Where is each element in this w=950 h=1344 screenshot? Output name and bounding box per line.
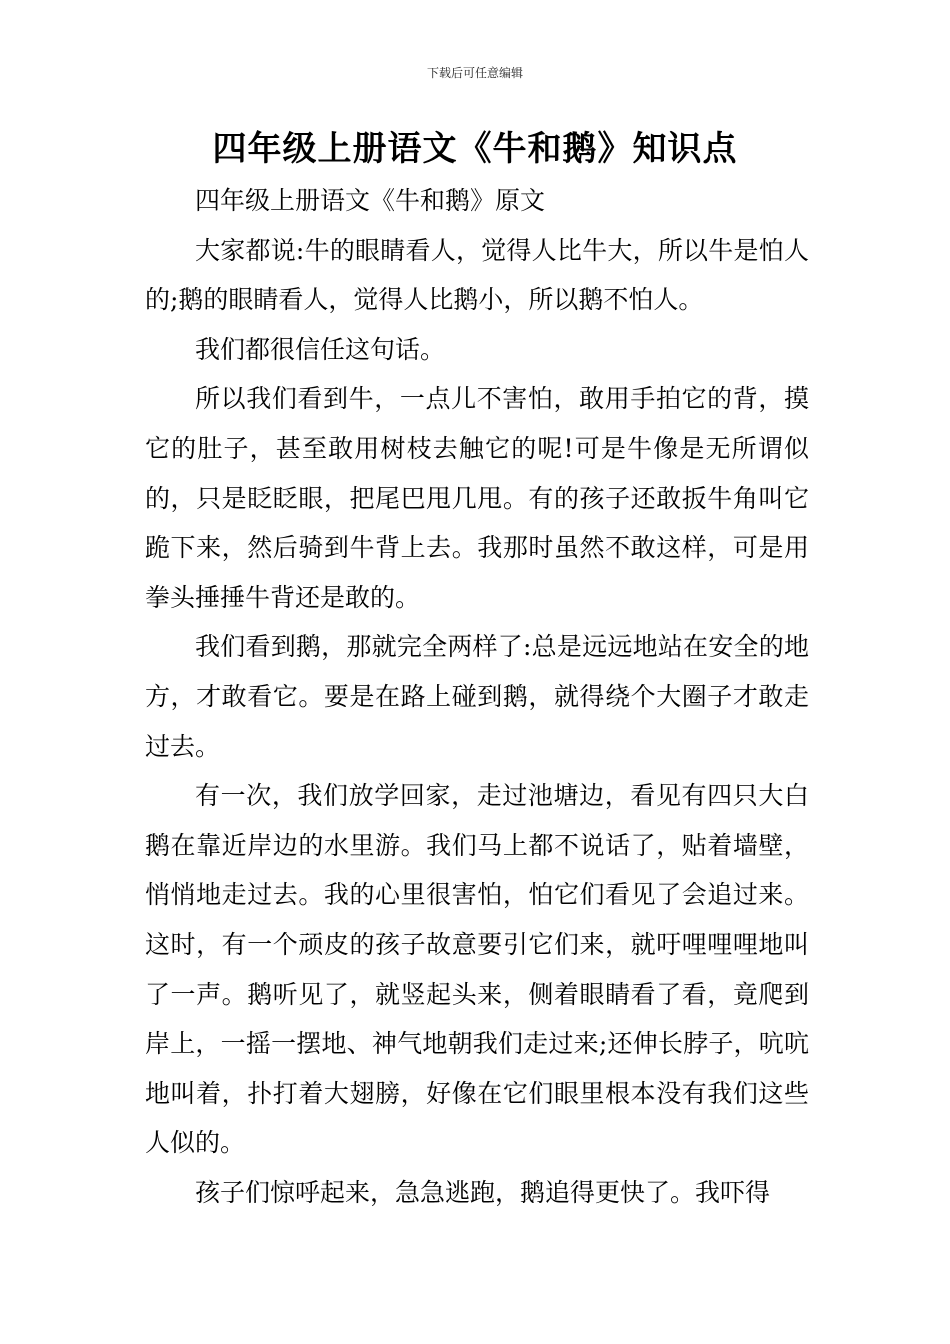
paragraph: 有一次，我们放学回家，走过池塘边，看见有四只大白鹅在靠近岸边的水里游。我们马上都不说话了，贴着墙壁，悄悄地走过去。我的心里很害怕，怕它们看见了会追过来。这时，有一个顽皮的孩子故意要引它们来，就吁哩哩哩地叫了一声。鹅听见了，就竖起头来，侧着眼睛看了看，竟爬到岸上，一摇一摆地、神气地朝我们走过来;还伸长脖子，吭吭地叫着，扑打着大翅膀，好像在它们眼里根本没有我们这些人似的。 bbox=[145, 781, 809, 1158]
paragraph: 我们都很信任这句话。 bbox=[195, 334, 446, 364]
paragraph-subtitle: 四年级上册语文《牛和鹅》原文 bbox=[195, 186, 546, 215]
document-body bbox=[145, 176, 809, 1217]
paragraph: 所以我们看到牛，一点儿不害怕，敢用手拍它的背，摸它的肚子，甚至敢用树枝去触它的呢!可是牛像是无所谓似的，只是眨眨眼，把尾巴甩几甩。有的孩子还敢扳牛角叫它跪下来，然后骑到牛背上去。我那时虽然不敢这样，可是用拳头捶捶牛背还是敢的。 bbox=[145, 384, 809, 612]
paragraph: 我们看到鹅，那就完全两样了:总是远远地站在安全的地方，才敢看它。要是在路上碰到鹅，就得绕个大圈子才敢走过去。 bbox=[145, 632, 809, 761]
paragraph: 大家都说:牛的眼睛看人，觉得人比牛大，所以牛是怕人的;鹅的眼睛看人，觉得人比鹅小，所以鹅不怕人。 bbox=[145, 235, 809, 315]
header-note: 下载后可任意编辑 bbox=[426, 66, 523, 80]
paragraph: 孩子们惊呼起来，急急逃跑，鹅追得更快了。我吓得 bbox=[195, 1177, 771, 1207]
document-title: 四年级上册语文《牛和鹅》知识点 bbox=[212, 129, 738, 169]
